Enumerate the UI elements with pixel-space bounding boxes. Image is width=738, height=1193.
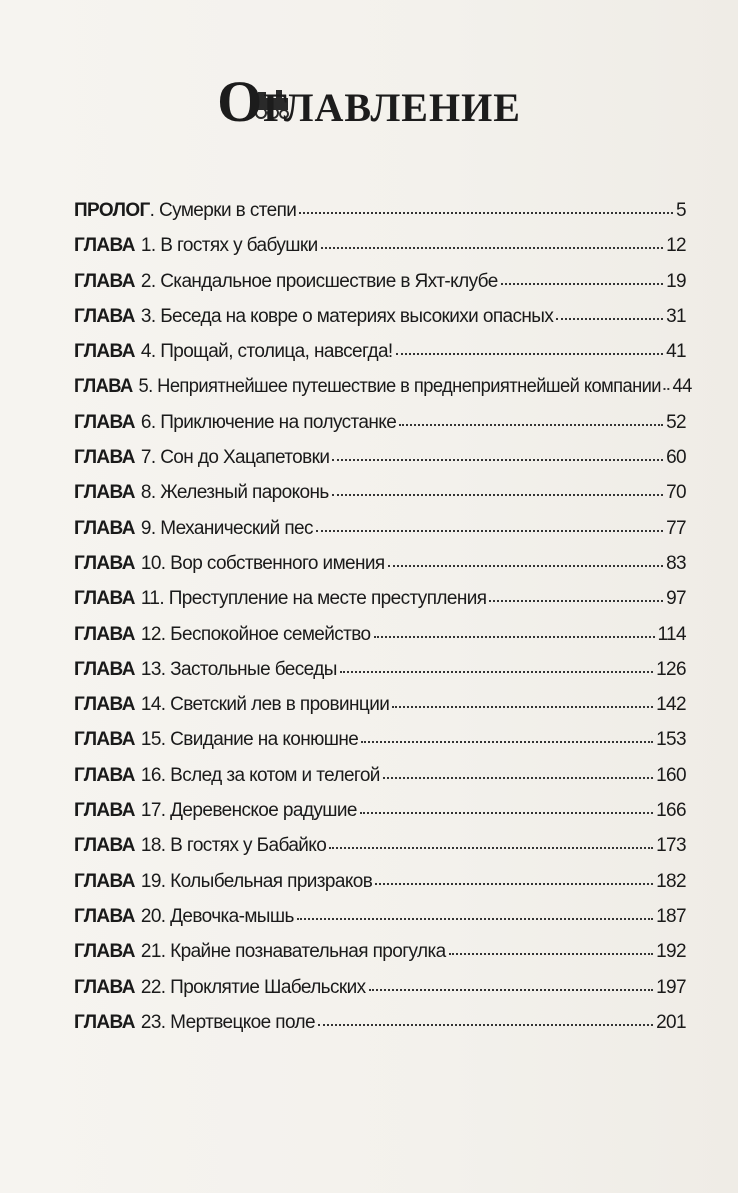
- entry-title: Механический пес: [160, 517, 313, 539]
- entry-separator: .: [160, 1011, 171, 1033]
- entry-title: Застольные беседы: [170, 658, 337, 680]
- dot-leader: [316, 530, 663, 532]
- entry-title: Крайне познавательная прогулка: [170, 941, 446, 963]
- entry-number: 18: [140, 835, 161, 857]
- entry-title: В гостях у бабушки: [160, 235, 318, 257]
- entry-number: 10: [140, 552, 161, 574]
- entry-number: 1: [140, 235, 151, 257]
- toc-entry: [74, 376, 692, 411]
- dot-leader: [297, 918, 653, 920]
- entry-number: 19: [140, 870, 161, 892]
- entry-separator: .: [160, 976, 171, 998]
- toc-entry: [74, 271, 686, 306]
- dot-leader: [321, 247, 663, 249]
- entry-label: ГЛАВА: [74, 764, 135, 786]
- entry-label: ГЛАВА: [74, 552, 135, 574]
- entry-number: 2: [140, 270, 151, 292]
- entry-page-number: 126: [656, 658, 686, 680]
- entry-label: ГЛАВА: [74, 870, 135, 892]
- entry-separator: .: [160, 552, 171, 574]
- toc-entry: [74, 553, 686, 588]
- entry-page-number: 153: [656, 729, 686, 751]
- entry-title: Деревенское радушие: [170, 800, 357, 822]
- entry-number: 7: [140, 447, 151, 469]
- entry-label: ГЛАВА: [74, 800, 135, 822]
- entry-page-number: 44: [672, 376, 692, 398]
- entry-label: ГЛАВА: [74, 941, 135, 963]
- entry-title: Свидание на конюшне: [170, 729, 359, 751]
- toc-entry: [74, 1012, 686, 1047]
- entry-label: ГЛАВА: [74, 835, 135, 857]
- entry-title: Прощай, столица, навсегда!: [160, 341, 393, 363]
- entry-label: ГЛАВА: [74, 694, 135, 716]
- entry-label: ГЛАВА: [74, 623, 135, 645]
- entry-separator: .: [160, 764, 171, 786]
- dot-leader: [383, 777, 653, 779]
- toc-entry: [74, 306, 686, 341]
- entry-page-number: 97: [666, 588, 686, 610]
- entry-label: ГЛАВА: [74, 517, 135, 539]
- entry-number: 8: [140, 482, 151, 504]
- entry-page-number: 160: [656, 764, 686, 786]
- entry-number: 23: [140, 1011, 161, 1033]
- entry-label: ГЛАВА: [74, 729, 135, 751]
- entry-separator: .: [150, 482, 161, 504]
- dot-leader: [374, 636, 655, 638]
- toc-entry: [74, 588, 686, 623]
- entry-number: 5: [138, 376, 149, 398]
- entry-number: 21: [140, 941, 161, 963]
- entry-page-number: 77: [666, 517, 686, 539]
- entry-separator: .: [150, 517, 161, 539]
- toc-entry: [74, 235, 686, 270]
- entry-separator: .: [150, 270, 161, 292]
- toc-entry: [74, 906, 686, 941]
- toc-entry: [74, 482, 686, 517]
- entry-separator: .: [160, 729, 171, 751]
- entry-separator: .: [160, 694, 171, 716]
- entry-label: ПРОЛОГ: [74, 200, 150, 221]
- dot-leader: [360, 812, 653, 814]
- entry-number: 16: [140, 764, 161, 786]
- entry-separator: .: [150, 447, 161, 469]
- toc-entry: [74, 977, 686, 1012]
- entry-label: ГЛАВА: [74, 376, 133, 398]
- entry-title: Светский лев в провинции: [170, 694, 390, 716]
- entry-page-number: 5: [676, 200, 686, 221]
- entry-label: ГЛАВА: [74, 905, 135, 927]
- entry-title: Проклятие Шабельских: [170, 976, 366, 998]
- dot-leader: [340, 671, 653, 673]
- entry-title: Вор собственного имения: [170, 552, 385, 574]
- dot-leader: [399, 424, 663, 426]
- title-initial: О: [217, 69, 264, 134]
- entry-page-number: 114: [657, 623, 686, 645]
- toc-entry: [74, 659, 686, 694]
- entry-separator: .: [150, 411, 161, 433]
- dot-leader: [361, 741, 653, 743]
- page-title: [0, 68, 738, 135]
- entry-page-number: 19: [666, 270, 686, 292]
- entry-label: ГЛАВА: [74, 588, 135, 610]
- entry-label: ГЛАВА: [74, 658, 135, 680]
- toc-entry: [74, 412, 686, 447]
- entry-page-number: 12: [666, 235, 686, 257]
- entry-separator: .: [160, 800, 171, 822]
- dot-leader: [318, 1024, 653, 1026]
- entry-label: ГЛАВА: [74, 235, 135, 257]
- entry-title: Преступление на месте преступления: [168, 588, 487, 610]
- toc-entry: [74, 729, 686, 764]
- toc-entry: [74, 800, 686, 835]
- entry-number: 14: [140, 694, 161, 716]
- dot-leader: [299, 212, 673, 214]
- entry-separator: .: [150, 341, 161, 363]
- entry-page-number: 70: [666, 482, 686, 504]
- dot-leader: [556, 318, 663, 320]
- dot-leader: [664, 388, 670, 390]
- entry-label: ГЛАВА: [74, 341, 135, 363]
- entry-title: Девочка-мышь: [170, 905, 294, 927]
- entry-label: ГЛАВА: [74, 482, 135, 504]
- toc-entry: [74, 871, 686, 906]
- entry-title: Скандальное происшествие в Яхт-клубе: [160, 270, 498, 292]
- entry-separator: .: [160, 623, 171, 645]
- entry-number: 4: [140, 341, 151, 363]
- entry-number: 3: [140, 305, 151, 327]
- entry-title: Приключение на полустанке: [160, 411, 397, 433]
- entry-label: ГЛАВА: [74, 305, 135, 327]
- entry-number: 15: [140, 729, 161, 751]
- entry-separator: .: [148, 376, 158, 398]
- entry-title: Беседа на ковре о материях высокихи опасных: [160, 305, 554, 327]
- entry-separator: .: [150, 235, 161, 257]
- toc-entry: [74, 200, 686, 235]
- title-rest: ГЛАВЛЕНИЕ: [263, 85, 521, 130]
- entry-number: 13: [140, 658, 161, 680]
- entry-page-number: 192: [656, 941, 686, 963]
- entry-label: ГЛАВА: [74, 976, 135, 998]
- entry-separator: .: [160, 870, 171, 892]
- entry-separator: .: [160, 658, 171, 680]
- entry-page-number: 197: [656, 976, 686, 998]
- entry-page-number: 166: [656, 800, 686, 822]
- entry-title: Сон до Хацапетовки: [160, 447, 330, 469]
- entry-title: Железный пароконь: [160, 482, 329, 504]
- entry-number: 22: [140, 976, 161, 998]
- entry-number: 11: [140, 588, 160, 610]
- entry-title: Сумерки в степи: [159, 200, 297, 221]
- dot-leader: [329, 847, 653, 849]
- dot-leader: [388, 565, 663, 567]
- entry-title: Колыбельная призраков: [170, 870, 373, 892]
- dot-leader: [392, 706, 653, 708]
- dot-leader: [489, 600, 663, 602]
- entry-number: 12: [140, 623, 161, 645]
- entry-separator: .: [159, 588, 169, 610]
- entry-separator: .: [160, 905, 171, 927]
- toc-entry: [74, 765, 686, 800]
- entry-title: В гостях у Бабайко: [170, 835, 327, 857]
- toc-entry: [74, 341, 686, 376]
- entry-title: Неприятнейшее путешествие в преднеприятнейшей компании: [157, 376, 661, 398]
- entry-separator: .: [160, 941, 171, 963]
- dot-leader: [332, 494, 663, 496]
- toc-entry: [74, 447, 686, 482]
- entry-page-number: 201: [656, 1011, 686, 1033]
- entry-page-number: 182: [656, 870, 686, 892]
- toc-entry: [74, 624, 686, 659]
- entry-separator: .: [150, 305, 161, 327]
- dot-leader: [332, 459, 663, 461]
- entry-number: 20: [140, 905, 161, 927]
- dot-leader: [396, 353, 663, 355]
- entry-separator: .: [149, 200, 160, 221]
- entry-page-number: 52: [666, 411, 686, 433]
- entry-number: 6: [140, 411, 151, 433]
- dot-leader: [501, 283, 663, 285]
- entry-number: 9: [140, 517, 151, 539]
- entry-title: Беспокойное семейство: [170, 623, 371, 645]
- toc-entry: [74, 518, 686, 553]
- entry-page-number: 31: [666, 305, 686, 327]
- entry-page-number: 83: [666, 552, 686, 574]
- entry-number: 17: [140, 800, 161, 822]
- entry-title: Мертвецкое поле: [170, 1011, 315, 1033]
- entry-label: ГЛАВА: [74, 1011, 135, 1033]
- entry-page-number: 60: [666, 447, 686, 469]
- dot-leader: [369, 989, 654, 991]
- entry-page-number: 173: [656, 835, 686, 857]
- dot-leader: [375, 883, 653, 885]
- table-of-contents: [74, 200, 692, 1047]
- toc-entry: [74, 835, 686, 870]
- entry-page-number: 142: [656, 694, 686, 716]
- entry-label: ГЛАВА: [74, 447, 135, 469]
- entry-title: Вслед за котом и телегой: [170, 764, 380, 786]
- toc-entry: [74, 941, 686, 976]
- entry-page-number: 41: [666, 341, 686, 363]
- dot-leader: [449, 953, 653, 955]
- entry-label: ГЛАВА: [74, 270, 135, 292]
- entry-separator: .: [160, 835, 171, 857]
- toc-entry: [74, 694, 686, 729]
- entry-label: ГЛАВА: [74, 411, 135, 433]
- entry-page-number: 187: [656, 905, 686, 927]
